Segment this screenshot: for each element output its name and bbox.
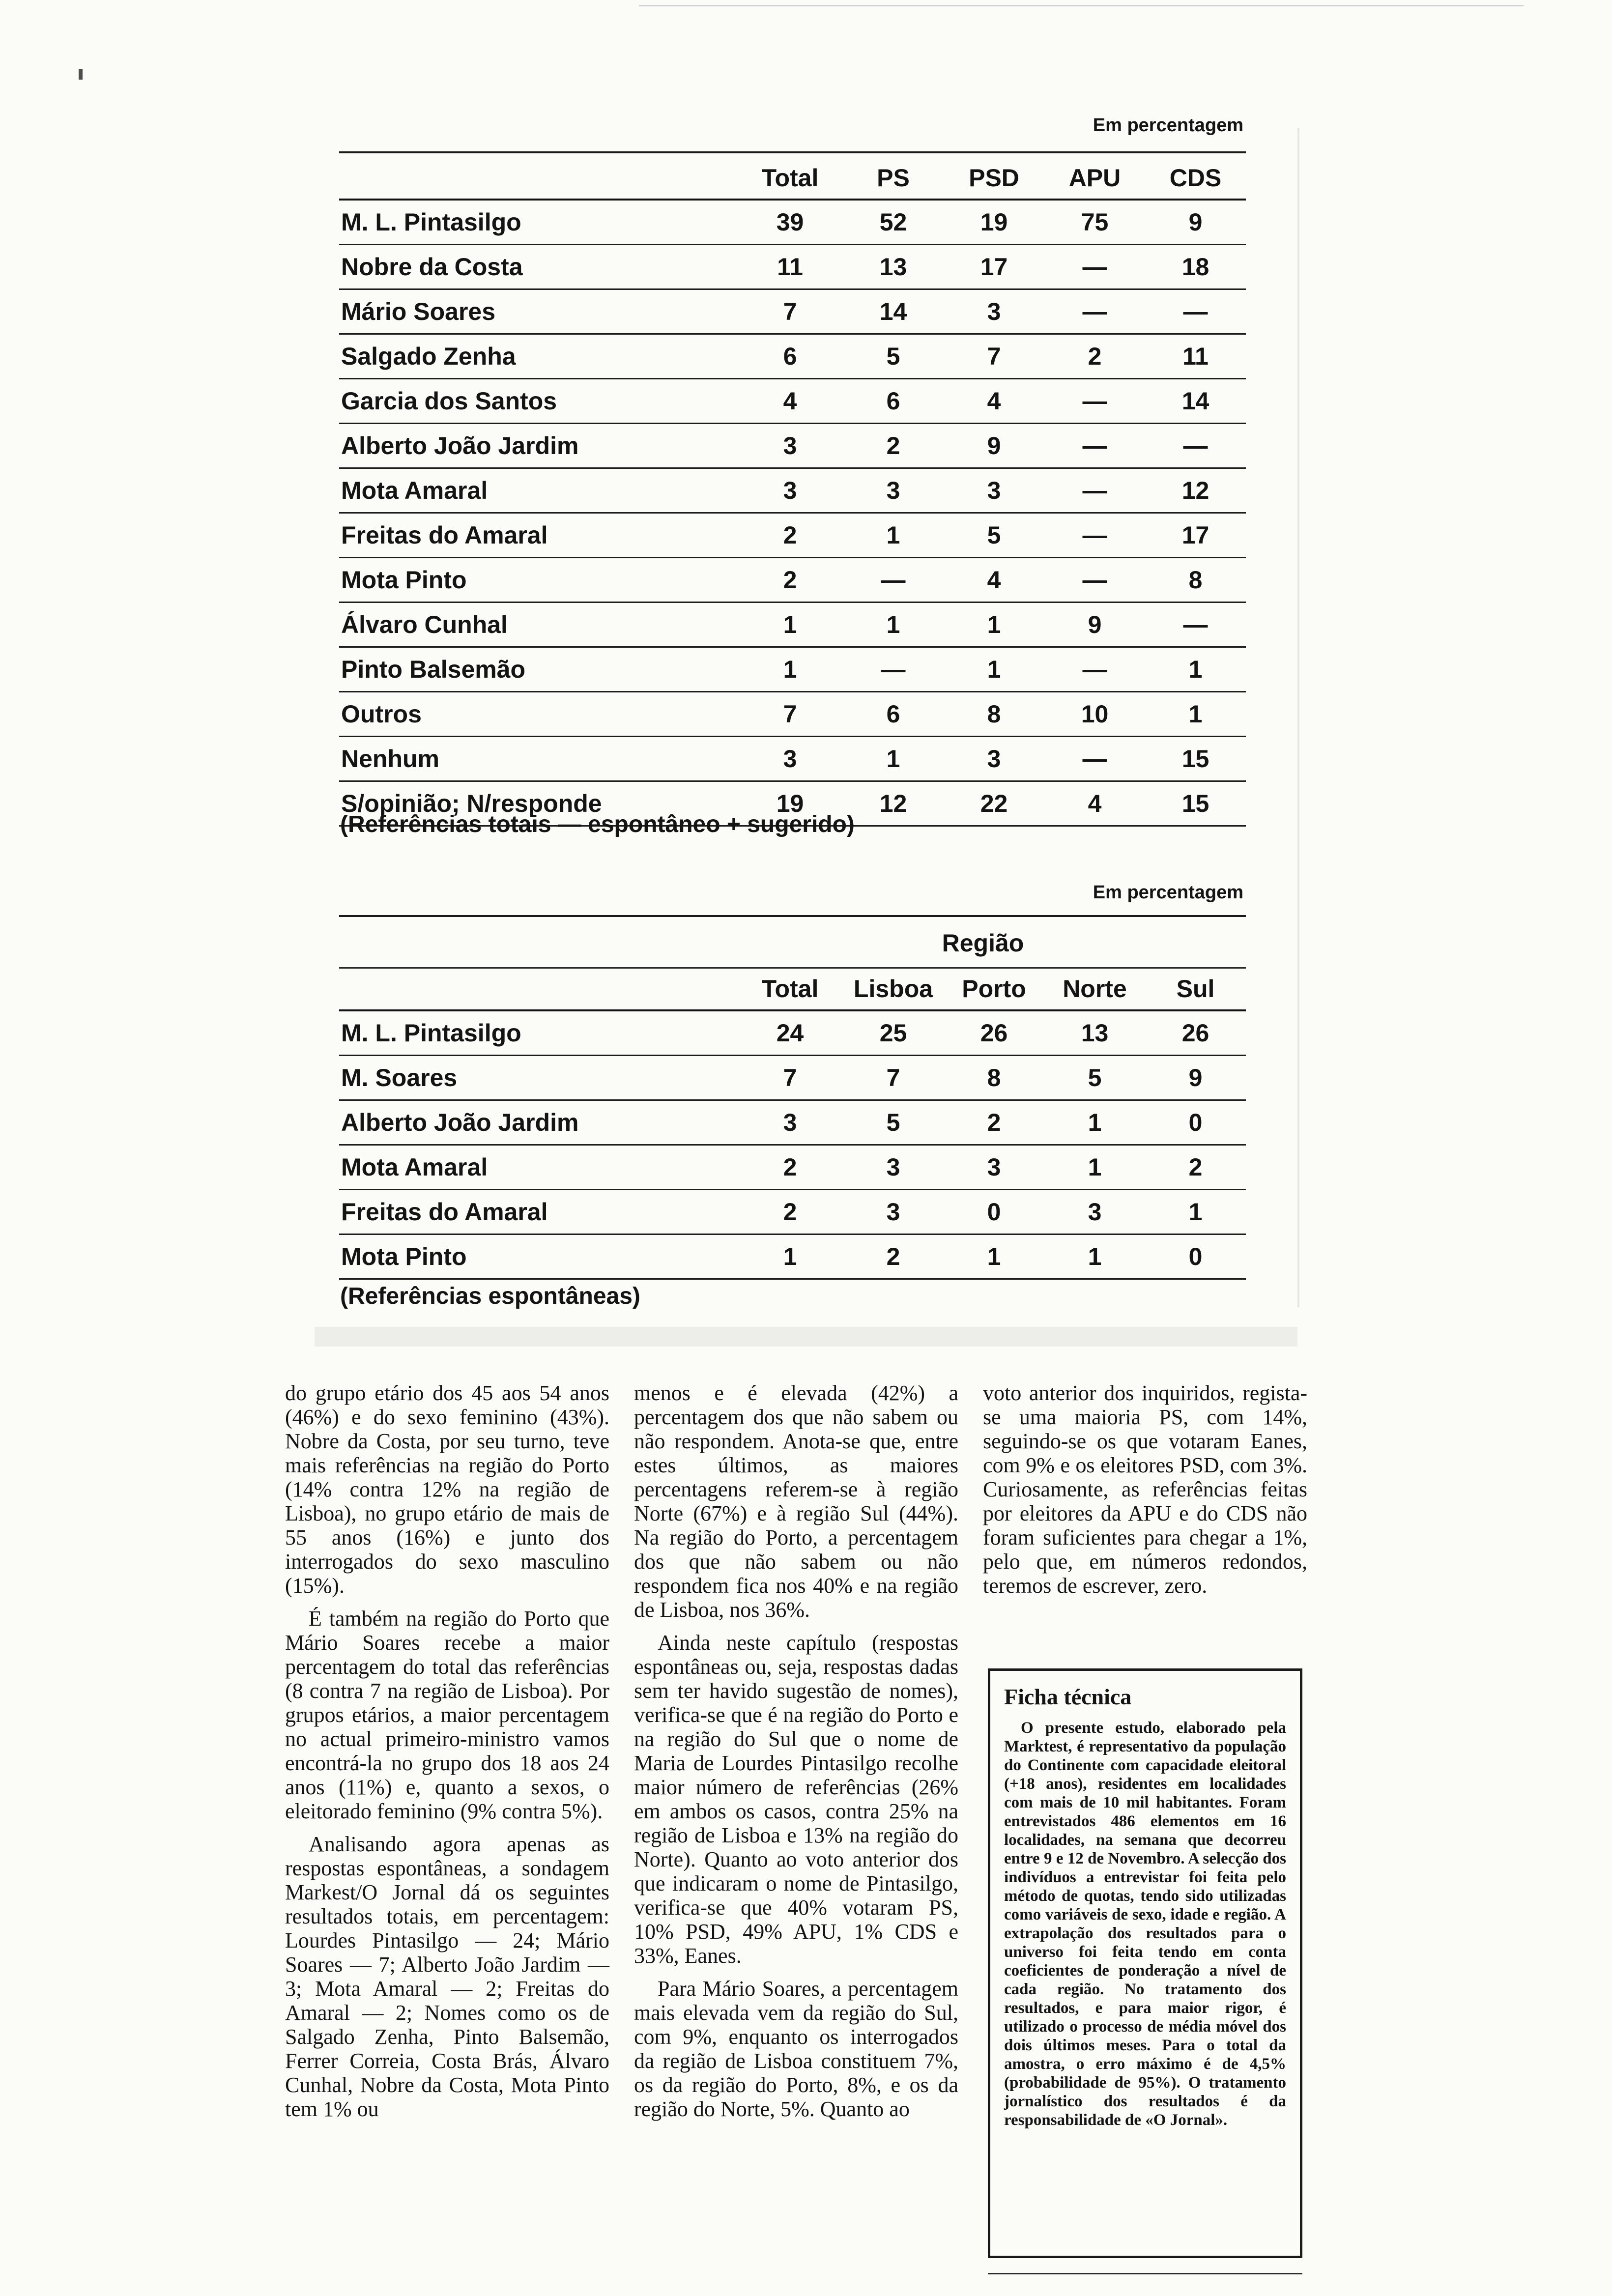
table1-cell: 7 [737, 289, 843, 334]
table1-cell: — [843, 558, 944, 603]
table1-cell: 1 [1145, 647, 1246, 692]
table1-cell: 22 [944, 781, 1044, 826]
table2-cell: 7 [737, 1056, 843, 1100]
table2-row [339, 1056, 1246, 1100]
table1-cell: 7 [737, 692, 843, 737]
table1-body [339, 200, 1246, 826]
table1-cell: 18 [1145, 245, 1246, 289]
article-paragraph: do grupo etário dos 45 aos 54 anos (46%) e do sexo feminino (43%). Nobre da Costa, por seu turno, teve mais referências na região do Porto (14% contra 12% na região de Lisboa), no grupo etário de mais de 55 anos (16%) e junto dos interrogados do sexo masculino (15%). [285, 1381, 609, 1598]
table1-cell: 2 [737, 513, 843, 558]
ficha-tecnica-box [988, 1668, 1302, 2258]
table2-row [339, 1234, 1246, 1279]
table1-cell: 2 [1044, 334, 1145, 379]
table2-col-header: Porto [944, 968, 1044, 1010]
table1-cell: 1 [1145, 692, 1246, 737]
ficha-tecnica-title: Ficha técnica [1004, 1684, 1132, 1709]
table1-row-label: Freitas do Amaral [339, 513, 737, 558]
article-column-3 [983, 1381, 1307, 1598]
table2-cell: 1 [737, 1234, 843, 1279]
table1-cell: 3 [737, 737, 843, 781]
table1-cell: 39 [737, 200, 843, 245]
table1-cell: 13 [843, 245, 944, 289]
table1-cell: 1 [843, 737, 944, 781]
table2-col-header: Norte [1044, 968, 1145, 1010]
table2-cell: 25 [843, 1010, 944, 1056]
table1-cell: — [1044, 424, 1145, 468]
table1-row-label: Nobre da Costa [339, 245, 737, 289]
table2-col-header: Total [737, 968, 843, 1010]
article-column-1 [285, 1381, 609, 2121]
scan-speck [1297, 128, 1299, 1307]
table1-cell: 4 [944, 379, 1044, 424]
table2-row [339, 1190, 1246, 1234]
table1-row [339, 603, 1246, 647]
article-paragraph: Ainda neste capítulo (respostas espontâneas ou, seja, respostas dadas sem ter havido sugestão de nomes), verifica-se que é na região do Porto e na região do Sul que o nome de Maria de Lourdes Pintasilgo recolhe maior número de referências (26% em ambos os casos, contra 25% na região de Lisboa e 13% na região do Norte). Quanto ao voto anterior dos que indicaram o nome de Pintasilgo, verifica-se que 40% votaram PS, 10% PSD, 49% APU, 1% CDS e 33%, Eanes. [634, 1631, 958, 1968]
table1-cell: 1 [944, 603, 1044, 647]
table1-cell: 11 [1145, 334, 1246, 379]
ficha-tecnica-text: O presente estudo, elaborado pela Marktest, é representativo da população do Continente com capacidade eleitoral (+18 anos), residentes em localidades com mais de 10 mil habitantes. Foram entrevistados 486 elementos em 16 localidades, na semana que decorreu entre 9 e 12 de Novembro. A selecção dos indivíduos a entrevistar foi feita pelo método de quotas, tendo sido utilizadas como variáveis de sexo, idade e região. A extrapolação dos resultados para o universo foi feita tendo em conta coeficientes de ponderação a nível de cada região. No tratamento dos resultados, e para maior rigor, é utilizado o processo de média móvel dos dois últimos meses. Para o total da amostra, o erro máximo é de 4,5% (probabilidade de 95%). O tratamento jornalístico dos resultados é da responsabilidade de «O Jornal». [1004, 1719, 1286, 2129]
table1-row-label: M. L. Pintasilgo [339, 200, 737, 245]
table2-row-label: M. L. Pintasilgo [339, 1010, 737, 1056]
scan-speck [639, 5, 1524, 6]
table1-cell: — [1044, 468, 1145, 513]
table1-row-label: Outros [339, 692, 737, 737]
table1-cell: 12 [1145, 468, 1246, 513]
table1-cell: 19 [737, 781, 843, 826]
table2-region-label: Região [942, 929, 1024, 957]
table1-col-header: Total [737, 157, 843, 200]
table2-row-label: Freitas do Amaral [339, 1190, 737, 1234]
table1-cell: 3 [737, 468, 843, 513]
table1-cell: 1 [944, 647, 1044, 692]
table1-col-header: APU [1044, 157, 1145, 200]
table1-cell: 4 [737, 379, 843, 424]
table1-cell: 10 [1044, 692, 1145, 737]
table1-row [339, 647, 1246, 692]
table2-cell: 13 [1044, 1010, 1145, 1056]
table2-cell: 2 [843, 1234, 944, 1279]
table2-cell: 26 [1145, 1010, 1246, 1056]
table2-row-label: Mota Pinto [339, 1234, 737, 1279]
table2-row-label: Alberto João Jardim [339, 1100, 737, 1145]
table1-row-label: Mário Soares [339, 289, 737, 334]
table1-cell: — [1145, 289, 1246, 334]
table1-cell: 2 [843, 424, 944, 468]
table1-top-rule [339, 151, 1246, 153]
table1-row [339, 200, 1246, 245]
table2-cell: 1 [1044, 1234, 1145, 1279]
table1-row-label: Álvaro Cunhal [339, 603, 737, 647]
table1-col-header: CDS [1145, 157, 1246, 200]
table2-cell: 5 [1044, 1056, 1145, 1100]
table1-row [339, 558, 1246, 603]
table1-cell: 5 [944, 513, 1044, 558]
table2-cell: 7 [843, 1056, 944, 1100]
table1-row [339, 737, 1246, 781]
table2-col-header: Sul [1145, 968, 1246, 1010]
table2-cell: 1 [1044, 1145, 1145, 1190]
table1-cell: 1 [843, 513, 944, 558]
table1-cell: 6 [843, 379, 944, 424]
table1-cell: 4 [944, 558, 1044, 603]
table1-cell: 2 [737, 558, 843, 603]
table1-row-label: Pinto Balsemão [339, 647, 737, 692]
article-paragraph: Para Mário Soares, a percentagem mais elevada vem da região do Sul, com 9%, enquanto os interrogados da região de Lisboa constituem 7%, os da região do Porto, 8%, e os da região do Norte, 5%. Quanto ao [634, 1977, 958, 2121]
table2-cell: 2 [737, 1145, 843, 1190]
table1-row [339, 424, 1246, 468]
table1 [339, 157, 1246, 827]
table1-cell: 9 [1145, 200, 1246, 245]
table1-cell: 14 [1145, 379, 1246, 424]
table1-cell: 15 [1145, 781, 1246, 826]
scan-speck [315, 1327, 1297, 1347]
table1-cell: 75 [1044, 200, 1145, 245]
table1-cell: 9 [1044, 603, 1145, 647]
table2-row-label: Mota Amaral [339, 1145, 737, 1190]
table2-cell: 2 [944, 1100, 1044, 1145]
table2-header-row [339, 968, 1246, 1010]
table1-cell: — [1044, 379, 1145, 424]
table1-cell: 17 [944, 245, 1044, 289]
table1-row-label: Mota Pinto [339, 558, 737, 603]
table1-row-label: Nenhum [339, 737, 737, 781]
table1-row [339, 379, 1246, 424]
table1-cell: 4 [1044, 781, 1145, 826]
table1-col-header: PS [843, 157, 944, 200]
table2-body [339, 1010, 1246, 1279]
table1-cell: 3 [843, 468, 944, 513]
article-paragraph: menos e é elevada (42%) a percentagem dos que não sabem ou não respondem. Anota-se que, entre estes últimos, as maiores percentagens referem-se à região Norte (67%) e à região Sul (44%). Na região do Porto, a percentagem dos que não sabem ou não respondem fica nos 40% e na região de Lisboa, nos 36%. [634, 1381, 958, 1622]
table1-cell: 1 [737, 647, 843, 692]
table1-cell: 3 [737, 424, 843, 468]
table2-row-label: M. Soares [339, 1056, 737, 1100]
table1-row [339, 468, 1246, 513]
table2 [339, 968, 1246, 1280]
table1-cell: 15 [1145, 737, 1246, 781]
table1-cell: 3 [944, 737, 1044, 781]
table1-cell: 8 [944, 692, 1044, 737]
table1-row-label: S/opinião; N/responde [339, 781, 737, 826]
table1-header-row [339, 157, 1246, 200]
table2-cell: 3 [944, 1145, 1044, 1190]
table2-cell: 0 [944, 1190, 1044, 1234]
scan-speck [79, 69, 83, 80]
table2-cell: 0 [1145, 1234, 1246, 1279]
table1-cell: 19 [944, 200, 1044, 245]
table2-cell: 3 [843, 1145, 944, 1190]
table2-cell: 3 [737, 1100, 843, 1145]
table1-row [339, 513, 1246, 558]
table1-cell: — [1044, 513, 1145, 558]
table1-cell: — [1145, 603, 1246, 647]
article-paragraph: É também na região do Porto que Mário Soares recebe a maior percentagem do total das referências (8 contra 7 na região de Lisboa). Por grupos etários, a maior percentagem no actual primeiro-ministro vamos encontrá-la no grupo dos 18 aos 24 anos (11%) e, quanto a sexos, o eleitorado feminino (9% contra 5%). [285, 1607, 609, 1823]
table2-unit-label: Em percentagem [1093, 882, 1243, 903]
table2-cell: 0 [1145, 1100, 1246, 1145]
article-column-2 [634, 1381, 958, 2121]
column-bottom-rule [988, 2273, 1302, 2274]
table2-cell: 24 [737, 1010, 843, 1056]
table2-cell: 5 [843, 1100, 944, 1145]
table2-cell: 8 [944, 1056, 1044, 1100]
table1-cell: 5 [843, 334, 944, 379]
table1-cell: 6 [737, 334, 843, 379]
table2-cell: 1 [1145, 1190, 1246, 1234]
table1-cell: 9 [944, 424, 1044, 468]
table2-cell: 1 [1044, 1100, 1145, 1145]
table1-header-blank [339, 157, 737, 200]
table1-cell: 17 [1145, 513, 1246, 558]
table1-row-label: Salgado Zenha [339, 334, 737, 379]
table2-col-header: Lisboa [843, 968, 944, 1010]
table1-cell: 12 [843, 781, 944, 826]
table1-col-header: PSD [944, 157, 1044, 200]
table2-note: (Referências espontâneas) [340, 1283, 640, 1309]
table2-row [339, 1100, 1246, 1145]
table1-cell: — [1145, 424, 1246, 468]
table2-cell: 3 [1044, 1190, 1145, 1234]
table1-cell: — [1044, 289, 1145, 334]
table1-cell: — [1044, 558, 1145, 603]
table1-row [339, 334, 1246, 379]
table2-cell: 2 [1145, 1145, 1246, 1190]
table1-row-label: Mota Amaral [339, 468, 737, 513]
table1-note: (Referências totais — espontâneo + sugerido) [340, 811, 855, 837]
table1-cell: 3 [944, 289, 1044, 334]
table2-header-blank [339, 968, 737, 1010]
table1-unit-label: Em percentagem [1093, 115, 1243, 136]
table1-row [339, 692, 1246, 737]
table1-cell: 14 [843, 289, 944, 334]
table2-row [339, 1010, 1246, 1056]
table1-row [339, 289, 1246, 334]
table1-cell: 11 [737, 245, 843, 289]
table2-cell: 1 [944, 1234, 1044, 1279]
table1-cell: — [1044, 245, 1145, 289]
table1-row-label: Garcia dos Santos [339, 379, 737, 424]
table1-cell: 3 [944, 468, 1044, 513]
table2-row [339, 1145, 1246, 1190]
article-paragraph: voto anterior dos inquiridos, regista-se uma maioria PS, com 14%, seguindo-se os que votaram Eanes, com 9% e os eleitores PSD, com 3%. Curiosamente, as referências feitas por eleitores da APU e do CDS não foram suficientes para chegar a 1%, pelo que, em números redondos, teremos de escrever, zero. [983, 1381, 1307, 1598]
table1-cell: — [843, 647, 944, 692]
table1-row [339, 245, 1246, 289]
table2-cell: 2 [737, 1190, 843, 1234]
table1-cell: 1 [843, 603, 944, 647]
table2-cell: 3 [843, 1190, 944, 1234]
article-paragraph: Analisando agora apenas as respostas espontâneas, a sondagem Markest/O Jornal dá os seguintes resultados totais, em percentagem: Lourdes Pintasilgo — 24; Mário Soares — 7; Alberto João Jardim — 3; Mota Amaral — 2; Freitas do Amaral — 2; Nomes como os de Salgado Zenha, Pinto Balsemão, Ferrer Correia, Costa Brás, Álvaro Cunhal, Nobre da Costa, Mota Pinto tem 1% ou [285, 1832, 609, 2121]
table2-cell: 26 [944, 1010, 1044, 1056]
table1-cell: 52 [843, 200, 944, 245]
table1-cell: — [1044, 737, 1145, 781]
table1-row-label: Alberto João Jardim [339, 424, 737, 468]
table1-cell: 7 [944, 334, 1044, 379]
table1-cell: — [1044, 647, 1145, 692]
table1-cell: 8 [1145, 558, 1246, 603]
table2-top-rule [339, 915, 1246, 917]
table1-cell: 6 [843, 692, 944, 737]
table2-cell: 9 [1145, 1056, 1246, 1100]
table1-cell: 1 [737, 603, 843, 647]
